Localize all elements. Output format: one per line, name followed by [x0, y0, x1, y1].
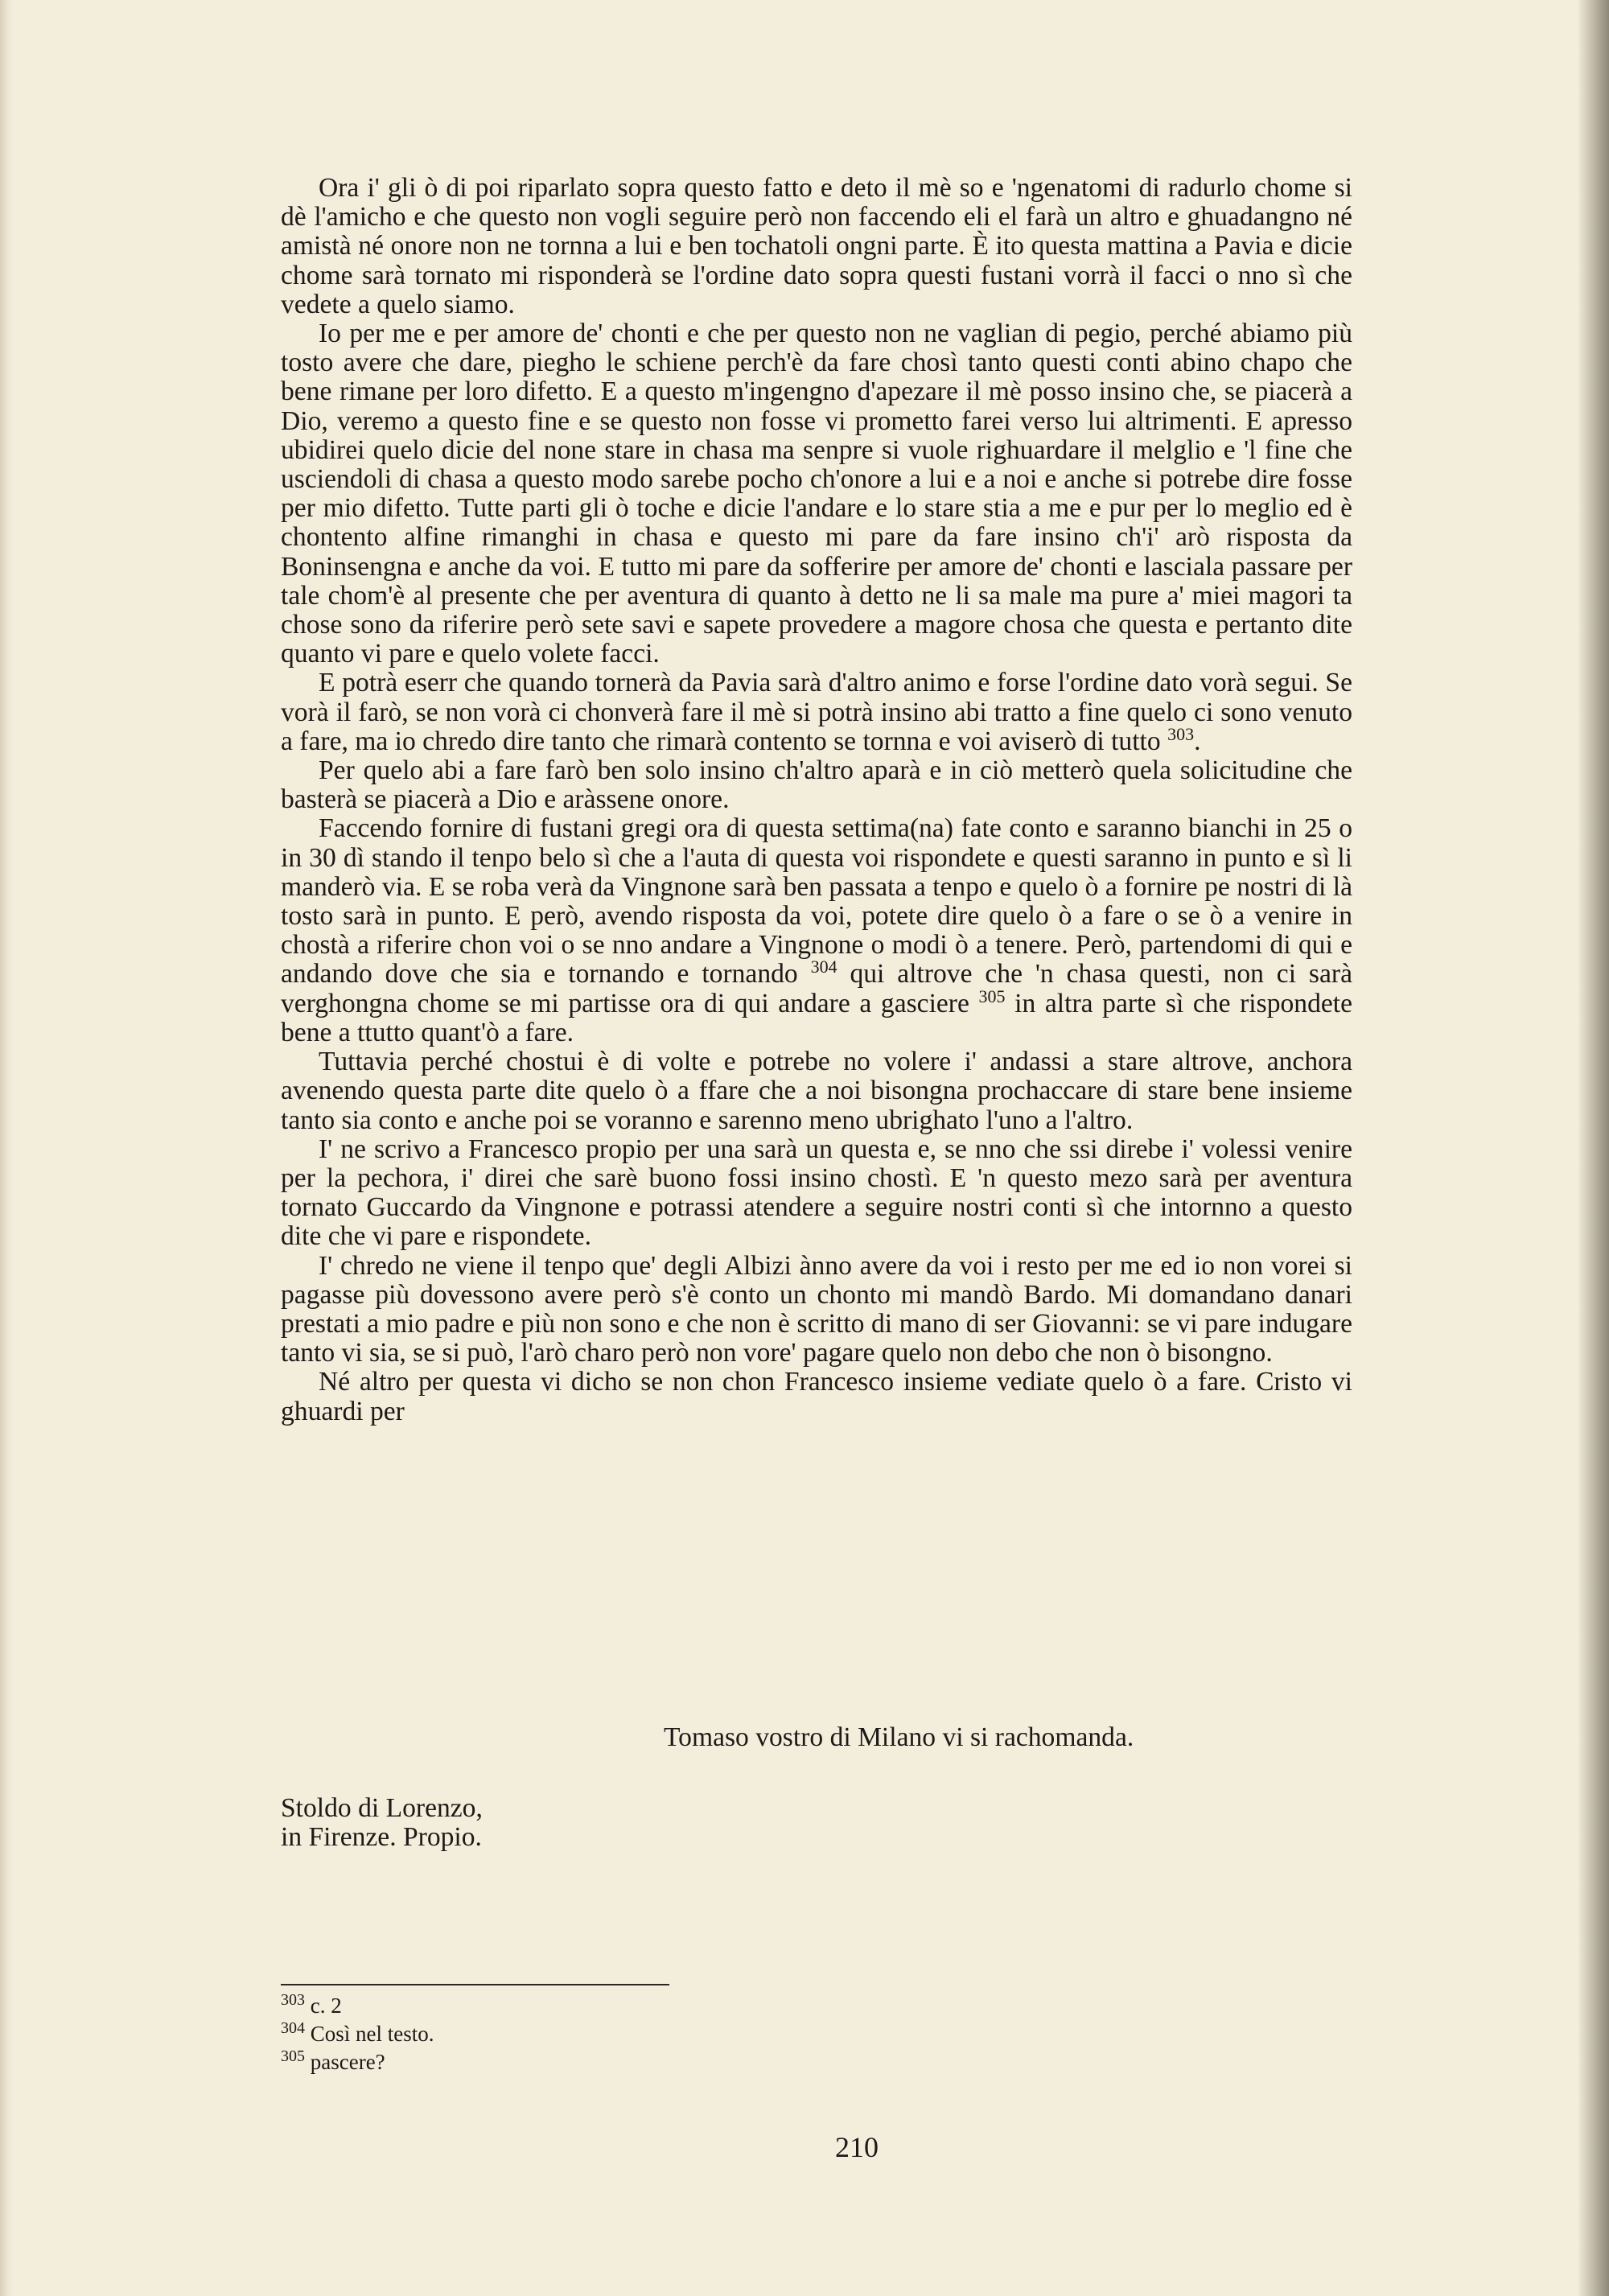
paragraph-2: Io per me e per amore de' chonti e che per questo non ne vaglian di pegio, perché abiamo più tosto avere che dare, piegho le schiene perch'è da fare chosì tanto questi conti abino chapo che bene rimane per loro difetto. E a questo m'ingengno d'apezare il mè posso insino che, se piacerà a Dio, veremo a questo fine e se questo non fosse vi prometto farei verso lui altrimenti. E apresso ubidirei quelo dicie del none stare in chasa ma senpre si vuole righuardare il melglio e 'l fine che usciendoli di chasa a questo modo sarebe pocho ch'onore a lui e a noi e anche si potrebe dire fosse per mio difetto. Tutte parti gli ò toche e dicie l'andare e lo stare stia a me e pur per lo meglio ed è chontento alfine rimanghi in chasa e questo mi pare da fare insino ch'i' arò risposta da Boninsengna e anche da voi. E tutto mi pare da sofferire per amore de' chonti e lasciala passare per tale chom'è al presente che per aventura di quanto à detto ne li sa male ma pure a' miei magori ta chose sono da riferire però sete savi e sapete provedere a magore chosa che questa e pertanto dite quanto vi pare e quelo volete facci.	[281, 319, 1352, 669]
address-line-1: Stoldo di Lorenzo,	[281, 1793, 483, 1823]
footnote-divider	[281, 1984, 669, 1985]
paragraph-3-text: E potrà eserr che quando tornerà da Pavia sarà d'altro animo e forse l'ordine dato vorà segui. Se vorà il farò, se non vorà ci chonverà fare il mè si potrà insino abi tratto a fine quelo ci sono venuto a fare, ma io chredo dire tanto che rimarà contento se tornna e voi aviserò di tutto	[281, 668, 1352, 756]
paragraph-8: I' chredo ne viene il tenpo que' degli Albizi ànno avere da voi i resto per me ed io non vorei si pagasse più dovessono avere però s'è conto un chonto mi mandò Bardo. Mi domandano danari prestati a mio padre e più non sono e che non è scritto di mano di ser Giovanni: se vi pare indugare tanto vi sia, se si può, l'arò charo però non vore' pagare quelo non debo che non ò bisongno.	[281, 1250, 1352, 1368]
page-gutter-shadow	[0, 0, 13, 2296]
footnote-text: pascere?	[305, 2050, 385, 2074]
footnote-text: Così nel testo.	[305, 2022, 434, 2046]
paragraph-5-end: in altra parte sì che rispondete bene a ttutto quant'ò a fare.	[281, 988, 1352, 1047]
paragraph-4: Per quelo abi a fare farò ben solo insino ch'altro aparà e in ciò metterò quela solicitudine che basterà se piacerà a Dio e aràssene onore.	[281, 755, 1352, 815]
paragraph-5	[281, 814, 1352, 1047]
footnote-305	[281, 2048, 1005, 2076]
footnote-304	[281, 2020, 1005, 2048]
closing	[281, 1723, 1352, 1752]
letter-body	[281, 174, 1352, 1426]
footnote-303	[281, 1992, 1005, 2020]
paragraph-6: Tuttavia perché chostui è di volte e potrebe no volere i' andassi a stare altrove, anchora avenendo questa parte dite quelo ò a ffare che a noi bisongna prochaccare di stare bene insieme tanto sia conto e anche poi se voranno e sarenno meno ubrighato l'uno a l'altro.	[281, 1047, 1352, 1135]
address-line-2: in Firenze. Propio.	[281, 1822, 482, 1852]
page-edge	[1578, 0, 1609, 2296]
footnote-text: c. 2	[305, 1994, 342, 2018]
page-number: 210	[835, 2131, 879, 2163]
footnotes	[281, 1992, 1005, 2076]
paragraph-7: I' ne scrivo a Francesco propio per una sarà un questa e, se nno che ssi direbe i' volessi venire per la pechora, i' direi che sarè buono fossi insino chostì. E 'n questo mezo sarà per aventura tornato Guccardo da Vingnone e potrassi atendere a seguire nostri conti sì che intornno a questo dite che vi pare e rispondete.	[281, 1134, 1352, 1252]
footnote-number: 305	[281, 2047, 305, 2065]
footnote-ref-304: 304	[810, 957, 837, 977]
signature: Tomaso vostro di Milano vi si rachomanda.	[664, 1722, 1134, 1752]
address-block	[281, 1794, 844, 1852]
footnote-ref-303: 303	[1167, 723, 1195, 744]
footnote-ref-305: 305	[978, 985, 1006, 1006]
footnote-number: 303	[281, 1991, 305, 2009]
paragraph-9: Né altro per questa vi dicho se non chon Francesco insieme vediate quelo ò a fare. Cristo vi ghuardi per	[281, 1367, 1352, 1426]
footnote-number: 304	[281, 2019, 305, 2037]
paragraph-1: Ora i' gli ò di poi riparlato sopra questo fatto e deto il mè so e 'ngenatomi di radurlo chome si dè l'amicho e che questo non vogli seguire però non faccendo eli el farà un altro e ghuadangno né amistà né onore non ne tornna a lui e ben tochatoli ongni parte. È ito questa mattina a Pavia e dicie chome sarà tornato mi risponderà se l'ordine dato sopra questi fustani vorrà il facci o nno sì che vedete a quelo siamo.	[281, 173, 1352, 319]
paragraph-5-middle: qui altrove che 'n chasa questi, non ci sarà verghongna chome se mi partisse ora di qui andare a gasciere	[281, 959, 1352, 1018]
paragraph-5-text: Faccendo fornire di fustani gregi ora di questa settima(na) fate conto e saranno bianchi in 25 o in 30 dì stando il tenpo belo sì che a l'auta di questa voi rispondete e questi saranno in punto e sì li manderò via. E se roba verà da Vingnone sarà ben passata a tenpo e quelo ò a fornire pe nostri di là tosto sarà in punto. E però, avendo risposta da voi, potete dire quelo ò a fare o se ò a venire in chostà a riferire chon voi o se nno andare a Vingnone o modi ò a tenere. Però, partendomi di qui e andando dove che sia e tornando e tornando	[281, 813, 1352, 990]
paragraph-3-end: .	[1194, 726, 1201, 756]
paragraph-3	[281, 669, 1352, 756]
